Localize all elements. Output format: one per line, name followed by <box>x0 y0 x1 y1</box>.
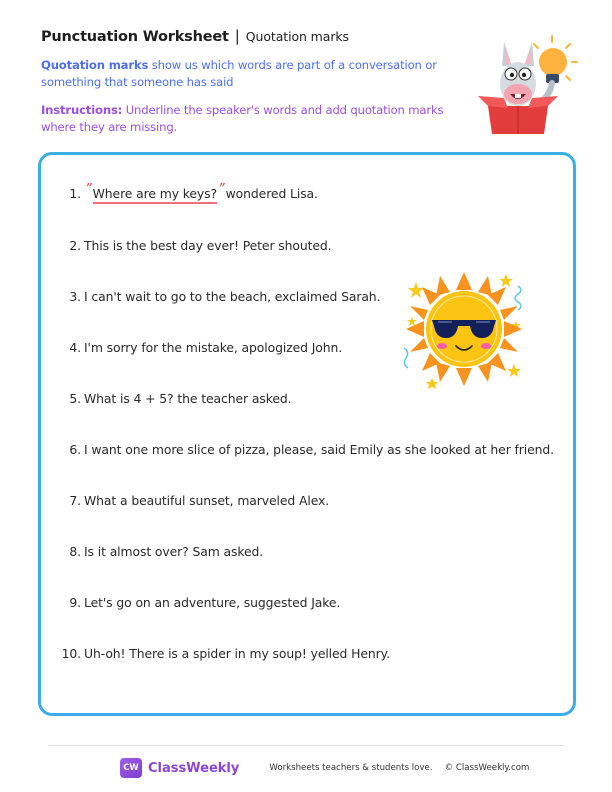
question-number: 2. <box>69 238 81 253</box>
question-number: 6. <box>69 442 81 457</box>
underlined-speech: Where are my keys? <box>93 186 217 204</box>
question-number: 1. <box>69 186 81 201</box>
brand-name: ClassWeekly <box>148 760 240 776</box>
worksheet-header <box>41 27 349 45</box>
question-number: 8. <box>69 544 81 559</box>
question-text: Let's go on an adventure, suggested Jake. <box>84 595 341 610</box>
footer-copyright: © ClassWeekly.com <box>444 763 530 773</box>
intro-text: show us which words are part of a conversation or something that someone has said <box>41 58 437 89</box>
footer <box>120 758 529 778</box>
question-text: What a beautiful sunset, marveled Alex. <box>84 493 330 508</box>
title-separator: | <box>234 27 240 45</box>
question-text: I want one more slice of pizza, please, said Emily as she looked at her friend. <box>84 442 555 457</box>
question-text: What is 4 + 5? the teacher asked. <box>84 391 292 406</box>
question-text: I can't wait to go to the beach, exclaimed Sarah. <box>84 289 381 304</box>
example-question <box>41 182 601 202</box>
example-rest: wondered Lisa. <box>225 186 318 201</box>
intro-definition <box>41 57 441 90</box>
question-item <box>41 238 601 253</box>
questions-panel <box>38 152 576 716</box>
intro-term: Quotation marks <box>41 58 149 72</box>
question-item <box>41 493 601 508</box>
question-item <box>41 544 601 559</box>
question-item <box>41 391 601 406</box>
question-item <box>41 646 601 661</box>
instructions-label: Instructions: <box>41 103 123 117</box>
question-text: I'm sorry for the mistake, apologized John. <box>84 340 343 355</box>
question-number: 4. <box>69 340 81 355</box>
footer-tagline: Worksheets teachers & students love. <box>269 763 433 773</box>
question-item <box>41 595 601 610</box>
close-quote-mark: ” <box>218 182 225 197</box>
question-text: Is it almost over? Sam asked. <box>84 544 264 559</box>
question-text: This is the best day ever! Peter shouted. <box>84 238 332 253</box>
footer-divider <box>48 745 564 746</box>
worksheet-subtitle: Quotation marks <box>245 29 349 44</box>
question-number: 7. <box>69 493 81 508</box>
sun-sunglasses-icon <box>398 268 530 392</box>
question-number: 10. <box>61 646 81 661</box>
question-number: 3. <box>69 289 81 304</box>
question-number: 5. <box>69 391 81 406</box>
question-item <box>41 442 601 457</box>
question-number: 9. <box>69 595 81 610</box>
donkey-mascot-icon <box>474 34 578 138</box>
question-text: Uh-oh! There is a spider in my soup! yelled Henry. <box>84 646 390 661</box>
worksheet-title: Punctuation Worksheet <box>41 29 229 45</box>
classweekly-logo-icon: CW <box>120 758 142 778</box>
instructions <box>41 102 451 135</box>
open-quote-mark: ” <box>85 182 92 197</box>
instructions-text: Underline the speaker's words and add quotation marks where they are missing. <box>41 103 444 134</box>
